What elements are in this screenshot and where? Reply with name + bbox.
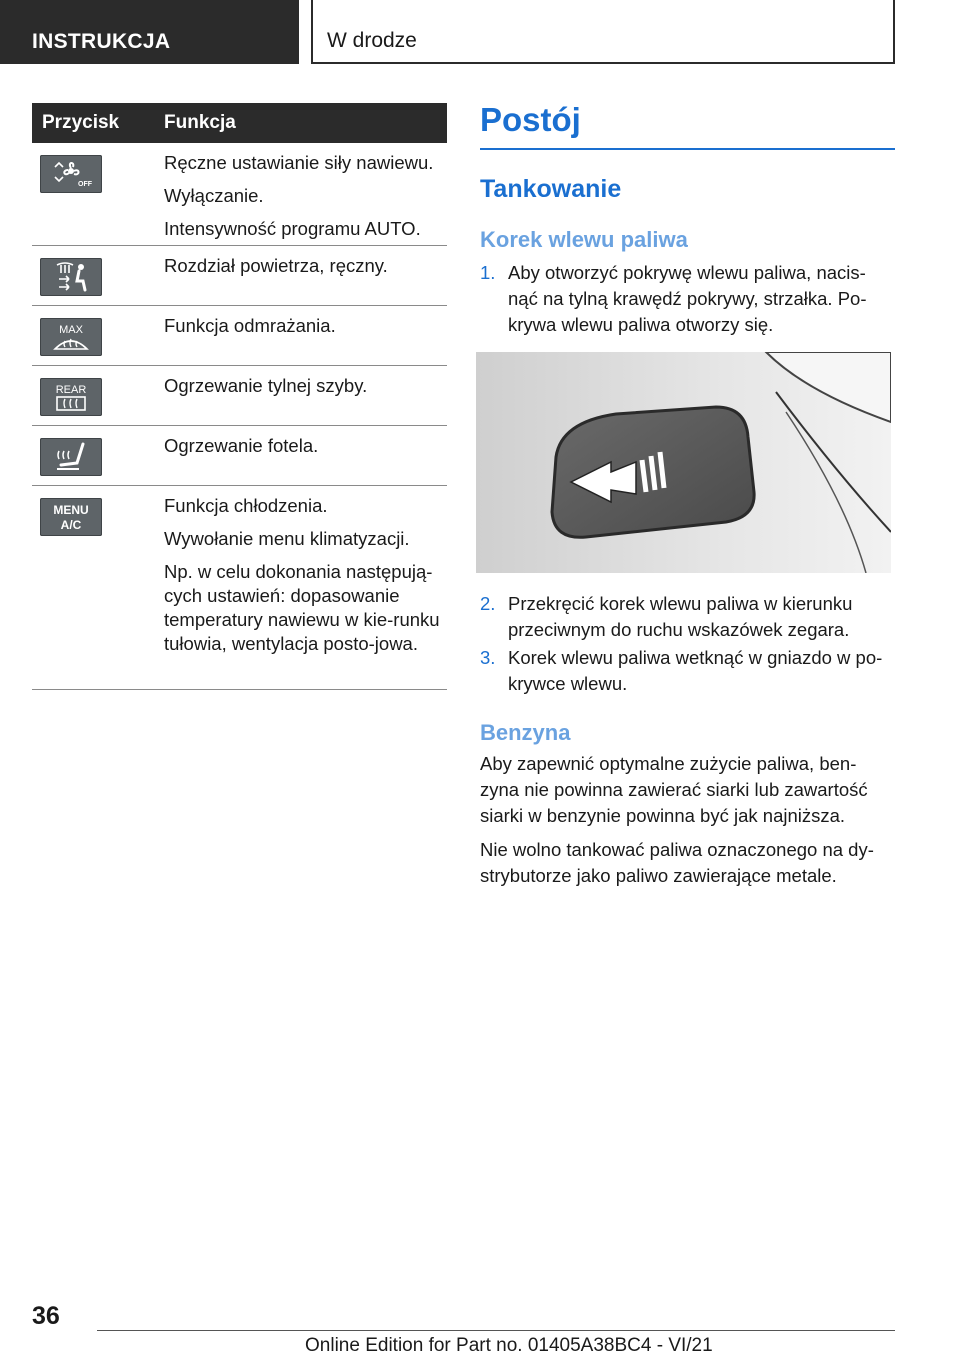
header-section — [0, 0, 299, 64]
step-text: Przekręcić korek wlewu paliwa w kierunku przeciwnym do ruchu wskazówek zegara. — [508, 593, 853, 640]
fuel-flap-illustration — [476, 352, 891, 573]
section-heading: Tankowanie — [480, 175, 622, 203]
table-row — [32, 426, 447, 486]
subsection-heading-fuel-cap: Korek wlewu paliwa — [480, 227, 688, 252]
step-number: 2. — [480, 593, 496, 614]
table-row — [32, 366, 447, 426]
max-label: MAX — [59, 324, 83, 336]
table-row — [32, 486, 447, 690]
right-column — [480, 100, 895, 897]
ac-label: A/C — [60, 518, 82, 532]
footer-divider — [97, 1330, 895, 1331]
page-title: Postój — [480, 100, 895, 150]
menu-label: MENU — [53, 503, 89, 517]
footer-edition: Online Edition for Part no. 01405A38BC4 - VI/21 — [305, 1335, 713, 1356]
function-text: Intensywność programu AUTO. — [164, 218, 421, 239]
steps-list — [480, 591, 895, 697]
list-item — [480, 645, 895, 697]
column-header-button: Przycisk — [42, 112, 120, 133]
steps-list — [480, 260, 895, 338]
menu-ac-icon — [40, 498, 102, 536]
table-header — [32, 103, 447, 143]
header-section-label: INSTRUKCJA — [32, 30, 171, 53]
function-text: Np. w celu dokonania następują-cych ustawień: dopasowanie temperatury nawiewu w kie-runku tułowia, wentylacja posto-jowa. — [164, 561, 440, 654]
table-row — [32, 143, 447, 246]
rear-window-heating-icon — [40, 378, 102, 416]
step-number: 1. — [480, 262, 496, 283]
header-chapter-label: W drodze — [327, 29, 417, 52]
seat-heating-icon — [40, 438, 102, 476]
header-chapter — [311, 0, 895, 64]
air-distribution-icon — [40, 258, 102, 296]
step-number: 3. — [480, 647, 496, 668]
function-text: Rozdział powietrza, ręczny. — [164, 255, 388, 276]
function-text: Ogrzewanie fotela. — [164, 435, 319, 456]
svg-text:OFF: OFF — [78, 181, 92, 188]
climate-buttons-table — [32, 103, 447, 690]
step-text: Korek wlewu paliwa wetknąć w gniazdo w po-krywce wlewu. — [508, 647, 883, 694]
step-text: Aby otworzyć pokrywę wlewu paliwa, nacis-nąć na tylną krawędź pokrywy, strzałka. Po-krywa wlewu paliwa otworzy się. — [508, 262, 867, 335]
list-item — [480, 260, 895, 338]
function-text: Funkcja odmrażania. — [164, 315, 336, 336]
column-header-function: Funkcja — [164, 112, 236, 133]
table-row — [32, 246, 447, 306]
function-text: Wyłączanie. — [164, 185, 264, 206]
function-text: Wywołanie menu klimatyzacji. — [164, 528, 410, 549]
page-number: 36 — [32, 1302, 60, 1330]
function-text: Funkcja chłodzenia. — [164, 495, 328, 516]
max-defrost-icon — [40, 318, 102, 356]
list-item — [480, 591, 895, 643]
function-text: Ręczne ustawianie siły nawiewu. — [164, 152, 434, 173]
paragraph: Nie wolno tankować paliwa oznaczonego na dy-strybutorze jako paliwo zawierające metale. — [480, 839, 874, 886]
rear-label: REAR — [55, 384, 87, 396]
function-text: Ogrzewanie tylnej szyby. — [164, 375, 368, 396]
table-row — [32, 306, 447, 366]
fan-off-icon — [40, 155, 102, 193]
paragraph: Aby zapewnić optymalne zużycie paliwa, ben-zyna nie powinna zawierać siarki lub zawartość siarki w benzynie powinna być jak najniższa. — [480, 753, 868, 826]
subsection-heading-petrol: Benzyna — [480, 720, 571, 745]
